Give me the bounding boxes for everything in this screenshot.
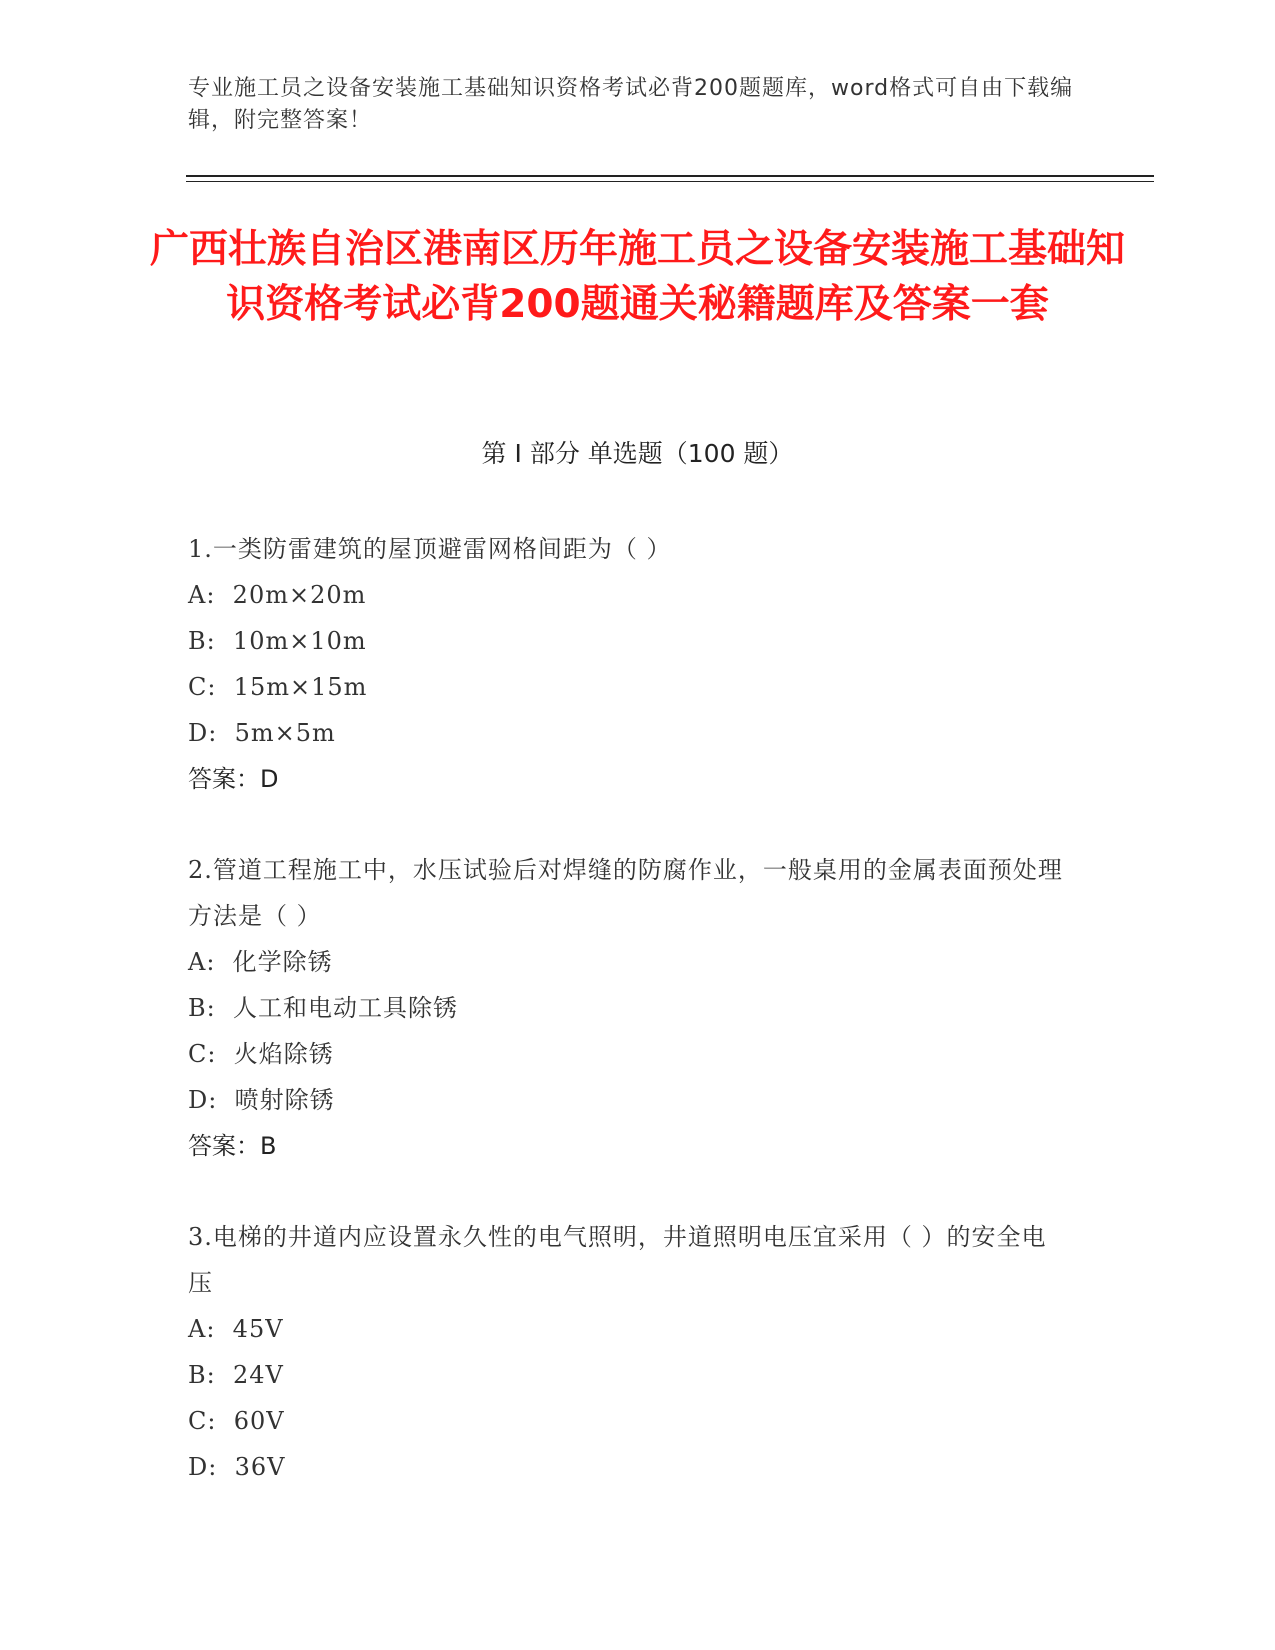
option-b: B: 10m×10m <box>188 627 367 655</box>
question-stem: 3.电梯的井道内应设置永久性的电气照明，井道照明电压宜采用（ ）的安全电压 <box>188 1223 1047 1297</box>
option-b: B: 人工和电动工具除锈 <box>188 994 458 1022</box>
option-b: B: 24V <box>188 1361 284 1389</box>
option-a: A: 化学除锈 <box>188 948 333 976</box>
section-heading: 第 I 部分 单选题（100 题） <box>481 439 794 468</box>
question-2 <box>188 847 1068 1169</box>
option-a: A: 20m×20m <box>188 581 367 609</box>
header-divider-thin <box>186 181 1154 182</box>
option-d: D: 喷射除锈 <box>188 1086 335 1114</box>
answer: 答案：B <box>188 1132 277 1160</box>
option-c: C: 火焰除锈 <box>188 1040 334 1068</box>
question-1 <box>188 526 1068 802</box>
option-c: C: 15m×15m <box>188 673 368 701</box>
header-note: 专业施工员之设备安装施工基础知识资格考试必背200题题库，word格式可自由下载编辑，附完整答案！ <box>188 76 1074 133</box>
answer: 答案：D <box>188 765 279 793</box>
question-stem: 2.管道工程施工中，水压试验后对焊缝的防腐作业，一般桌用的金属表面预处理方法是（ ） <box>188 856 1063 930</box>
option-d: D: 5m×5m <box>188 719 336 747</box>
question-3 <box>188 1214 1068 1490</box>
question-list <box>188 526 1068 1535</box>
document-title: 广西壮族自治区港南区历年施工员之设备安装施工基础知识资格考试必背200题通关秘籍题库及答案一套 <box>150 227 1126 327</box>
option-d: D: 36V <box>188 1453 286 1481</box>
option-a: A: 45V <box>188 1315 284 1343</box>
header-divider-thick <box>186 175 1154 177</box>
question-stem: 1.一类防雷建筑的屋顶避雷网格间距为（ ） <box>188 535 672 563</box>
option-c: C: 60V <box>188 1407 285 1435</box>
